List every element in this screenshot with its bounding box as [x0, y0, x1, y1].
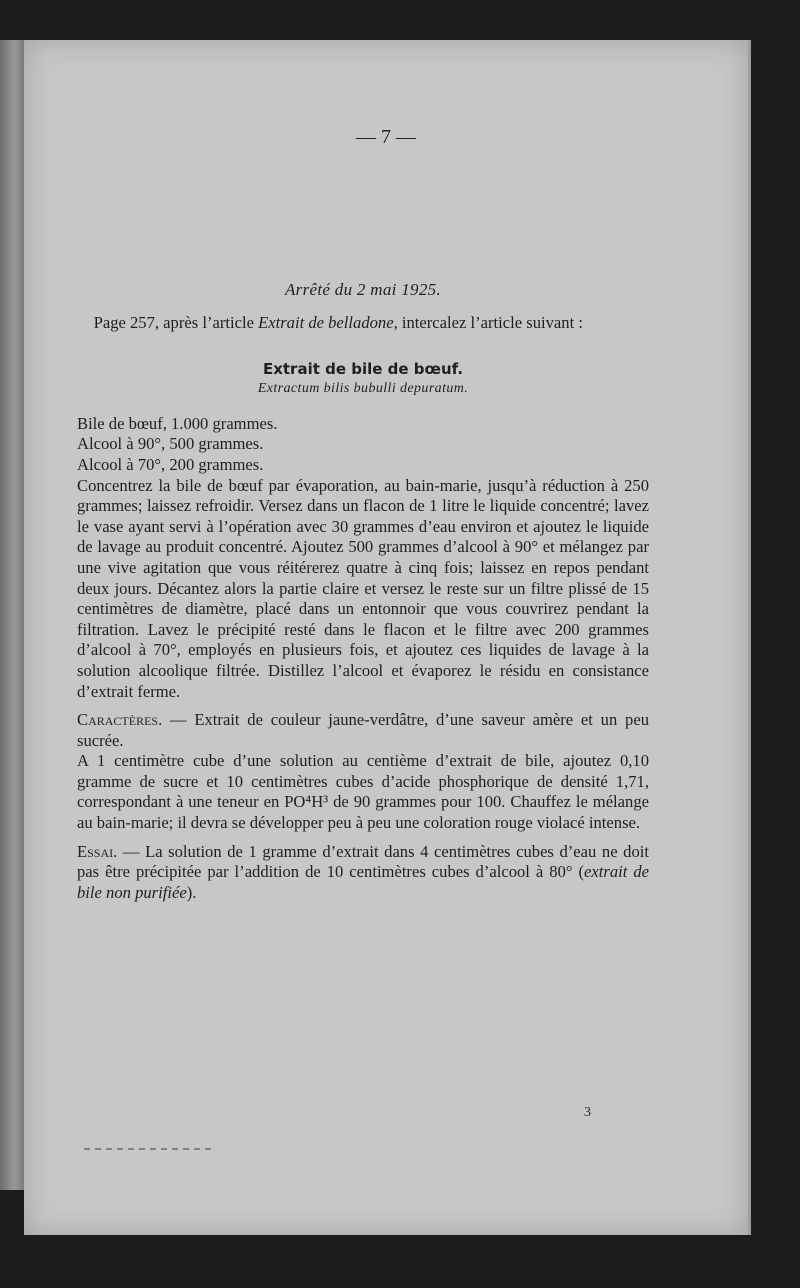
reaction-paragraph: A 1 centimètre cube d’une solution au centième d’extrait de bile, ajoutez 0,10 gramme de sucre et 10 centimètres cubes d’acide phosphorique de densité 1,71, correspondant à une teneur en PO⁴H³ de 90 grammes pour 100. Chauffez le mélange au bain-marie; il devra se développer peu à peu une coloration rouge violacé intense.	[77, 751, 649, 833]
article-heading: Extrait de bile de bœuf.	[262, 360, 464, 379]
page-number: — 7 —	[356, 126, 416, 148]
intro-article-name: Extrait de belladone,	[258, 312, 398, 332]
facing-page-edge	[0, 40, 24, 1190]
intro-text-end: intercalez l’article suivant :	[397, 312, 583, 332]
document-page	[24, 40, 751, 1235]
preparation-paragraph: Concentrez la bile de bœuf par évaporation, au bain-marie, jusqu’à réduction à 250 grammes; laissez refroidir. Versez dans un flacon de 1 litre le liquide concentré; lavez le vase ayant servi à l’opération avec 30 grammes d’eau environ et ajoutez le liquide de lavage au produit concentré. Ajoutez 500 grammes d’alcool à 90° et mélangez par une vive agitation que vous réitérerez quatre à cinq fois; laissez en repos pendant deux jours. Décantez alors la partie claire et versez le reste sur un filtre plissé de 15 centimètres de diamètre, placé dans un entonnoir que vous couvrirez pendant la filtration. Lavez le précipité resté dans le flacon et le filtre avec 200 grammes d’alcool à 70°, employés en plusieurs fois, et ajoutez ces liquides de lavage à la solution alcoolique filtrée. Distillez l’alcool et évaporez le résidu en consistance d’extrait ferme.	[77, 475, 649, 701]
assay-italic-note: extrait de bile non purifiée	[77, 862, 649, 902]
page-content	[77, 280, 649, 903]
characteristics-paragraph	[77, 710, 649, 751]
ingredient-line: Alcool à 90°, 500 grammes.	[77, 434, 264, 454]
signature-mark: 3	[584, 1105, 591, 1120]
latin-name: Extractum bilis bubulli depuratum.	[257, 381, 469, 397]
decree-title: Arrêté du 2 mai 1925.	[285, 280, 441, 299]
characteristics-label: Caractères.	[77, 710, 163, 730]
page-smudge	[84, 1148, 214, 1150]
assay-label: Essai.	[77, 841, 118, 861]
ingredient-line: Alcool à 70°, 200 grammes.	[77, 454, 264, 474]
assay-text: — La solution de 1 gramme d’extrait dans 4 centimètres cubes d’eau ne doit pas être précipitée par l’addition de 10 centimètres cubes d’alcool à 80° (	[77, 841, 649, 882]
ingredient-line: Bile de bœuf, 1.000 grammes.	[77, 413, 278, 433]
intro-paragraph	[77, 313, 649, 334]
assay-end: ).	[186, 882, 197, 902]
assay-paragraph	[77, 842, 649, 904]
characteristics-text: — Extrait de couleur jaune-verdâtre, d’une saveur amère et un peu sucrée.	[77, 710, 649, 750]
intro-text-start: Page 257, après l’article	[93, 312, 259, 332]
